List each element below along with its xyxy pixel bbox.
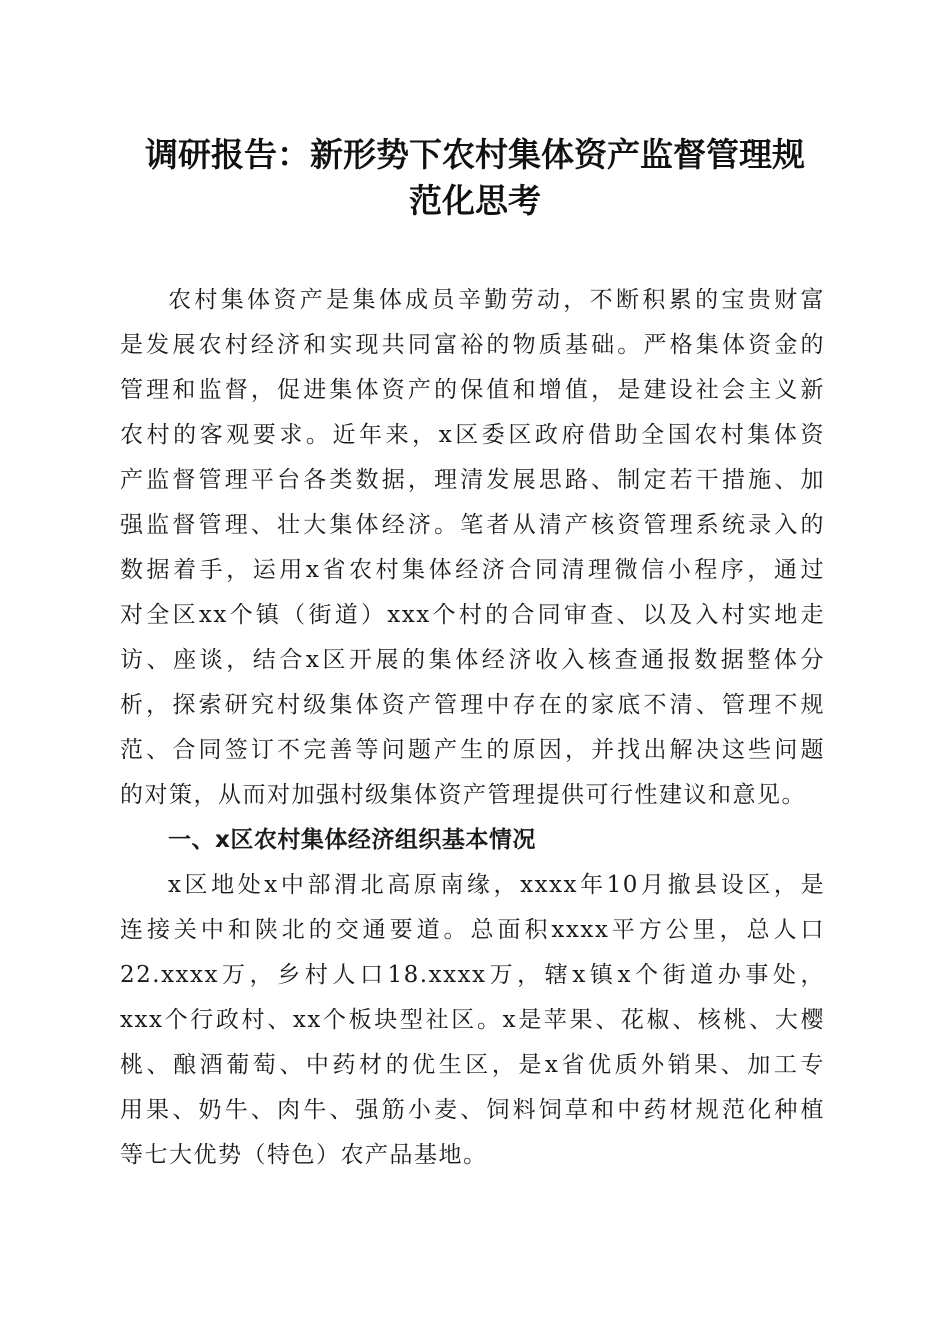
paragraph-line: 农村集体资产是集体成员辛勤劳动，不断积累的宝贵财富 [168,287,825,313]
paragraph-line: 桃、酿酒葡萄、中药材的优生区，是x省优质外销果、加工专 [120,1052,825,1078]
paragraph-line: 管理和监督，促进集体资产的保值和增值，是建设社会主义新 [120,377,825,403]
paragraph-line: 数据着手，运用x省农村集体经济合同清理微信小程序，通过 [120,557,825,583]
paragraph-line: 析，探索研究村级集体资产管理中存在的家底不清、管理不规 [120,692,825,718]
paragraph-overview [120,863,825,1178]
title-line-1: 调研报告：新形势下农村集体资产监督管理规 [145,135,805,174]
document-body [120,278,825,1178]
section-heading: 一、x区农村集体经济组织基本情况 [168,827,536,853]
paragraph-line: 等七大优势（特色）农产品基地。 [120,1142,488,1168]
paragraph-line: x区地处x中部渭北高原南缘，xxxx年10月撤县设区，是 [168,872,825,898]
paragraph-line: 对全区xx个镇（街道）xxx个村的合同审查、以及入村实地走 [120,602,825,628]
paragraph-intro [120,278,825,818]
paragraph-line: 的对策，从而对加强村级集体资产管理提供可行性建议和意见。 [120,782,806,808]
paragraph-line: 范、合同签订不完善等问题产生的原因，并找出解决这些问题 [120,737,825,763]
paragraph-line: 农村的客观要求。近年来，x区委区政府借助全国农村集体资 [120,422,825,448]
paragraph-line: 强监督管理、壮大集体经济。笔者从清产核资管理系统录入的 [120,512,825,538]
paragraph-line: 是发展农村经济和实现共同富裕的物质基础。严格集体资金的 [120,332,825,358]
paragraph-line: xxx个行政村、xx个板块型社区。x是苹果、花椒、核桃、大樱 [120,1007,825,1033]
paragraph-line: 产监督管理平台各类数据，理清发展思路、制定若干措施、加 [120,467,825,493]
paragraph-line: 用果、奶牛、肉牛、强筋小麦、饲料饲草和中药材规范化种植 [120,1097,825,1123]
title-line-2: 范化思考 [409,181,541,220]
paragraph-line: 访、座谈，结合x区开展的集体经济收入核查通报数据整体分 [120,647,825,673]
document-title [110,132,840,224]
paragraph-line: 连接关中和陕北的交通要道。总面积xxxx平方公里，总人口 [120,917,825,943]
paragraph-line: 22.xxxx万，乡村人口18.xxxx万，辖x镇x个街道办事处， [120,962,825,988]
